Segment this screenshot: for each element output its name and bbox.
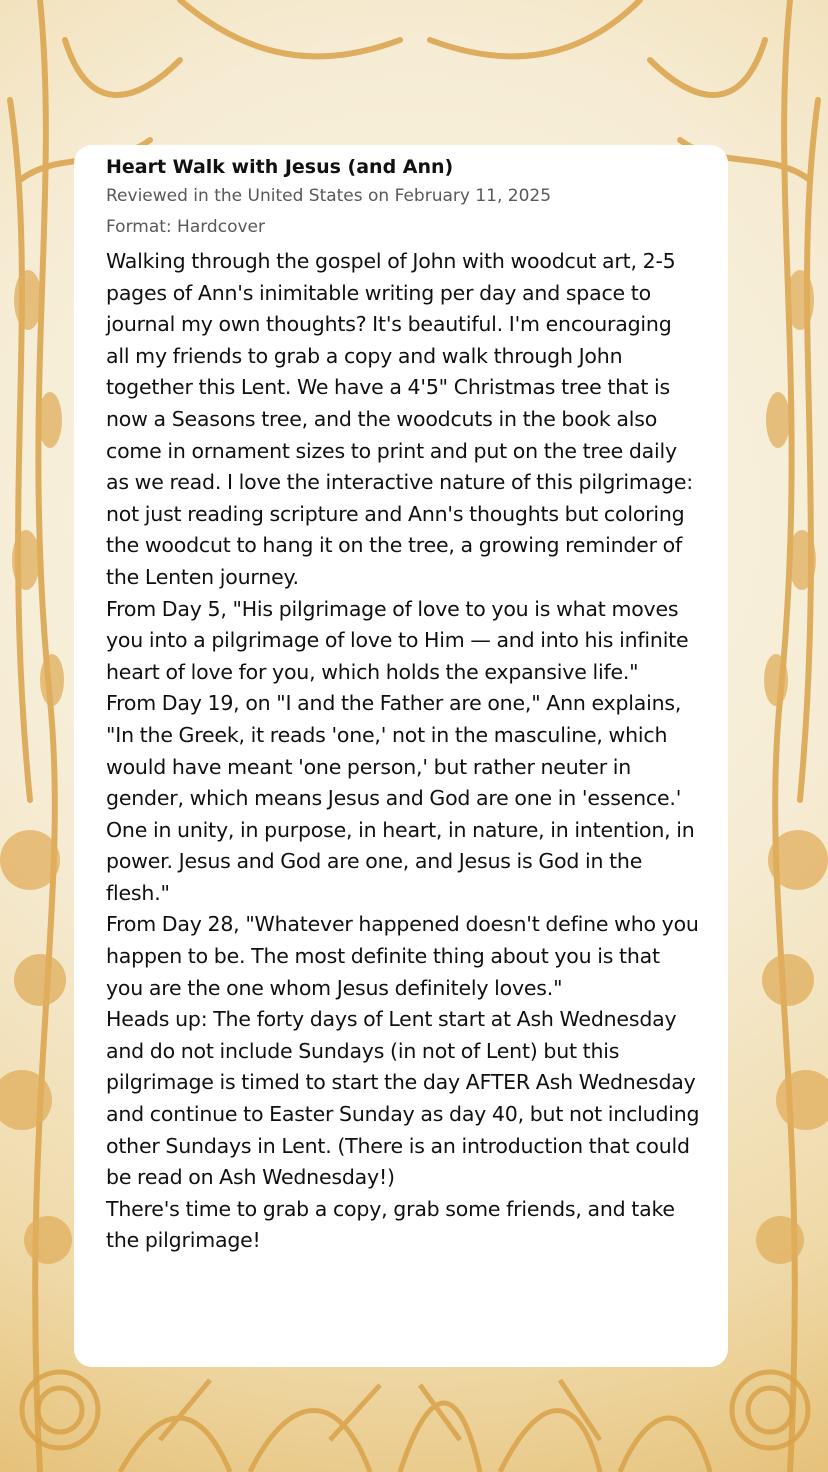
- review-date: Reviewed in the United States on February 11, 2025: [106, 186, 552, 206]
- review-paragraph: From Day 5, "His pilgrimage of love to you is what moves you into a pilgrimage of love to Him — and into his infinite heart of love for you, which holds the expansive life.": [106, 596, 689, 684]
- review-body: [106, 246, 700, 1257]
- review-card: [74, 145, 728, 1367]
- review-title: Heart Walk with Jesus (and Ann): [106, 156, 454, 178]
- review-paragraph: Walking through the gospel of John with woodcut art, 2-5 pages of Ann's inimitable writing per day and space to journal my own thoughts? It's beautiful. I'm encouraging all my friends to grab a copy and walk through John together this Lent. We have a 4'5" Christmas tree that is now a Seasons tree, and the woodcuts in the book also come in ornament sizes to print and put on the tree daily as we read. I love the interactive nature of this pilgrimage: not just reading scripture and Ann's thoughts but coloring the woodcut to hang it on the tree, a growing reminder of the Lenten journey.: [106, 249, 693, 589]
- review-paragraph: From Day 19, on "I and the Father are one," Ann explains, "In the Greek, it reads 'one,' not in the masculine, which would have meant 'one person,' but rather neuter in gender, which means Jesus and God are one in 'essence.' One in unity, in purpose, in heart, in nature, in intention, in power. Jesus and God are one, and Jesus is God in the flesh.": [106, 691, 695, 905]
- review-paragraph: From Day 28, "Whatever happened doesn't define who you happen to be. The most definite thing about you is that you are the one whom Jesus definitely loves.": [106, 912, 699, 1000]
- review-format: Format: Hardcover: [106, 217, 265, 237]
- review-paragraph: Heads up: The forty days of Lent start at Ash Wednesday and do not include Sundays (in not of Lent) but this pilgrimage is timed to start the day AFTER Ash Wednesday and continue to Easter Sunday as day 40, but not including other Sundays in Lent. (There is an introduction that could be read on Ash Wednesday!): [106, 1007, 700, 1190]
- review-paragraph: There's time to grab a copy, grab some friends, and take the pilgrimage!: [106, 1196, 675, 1253]
